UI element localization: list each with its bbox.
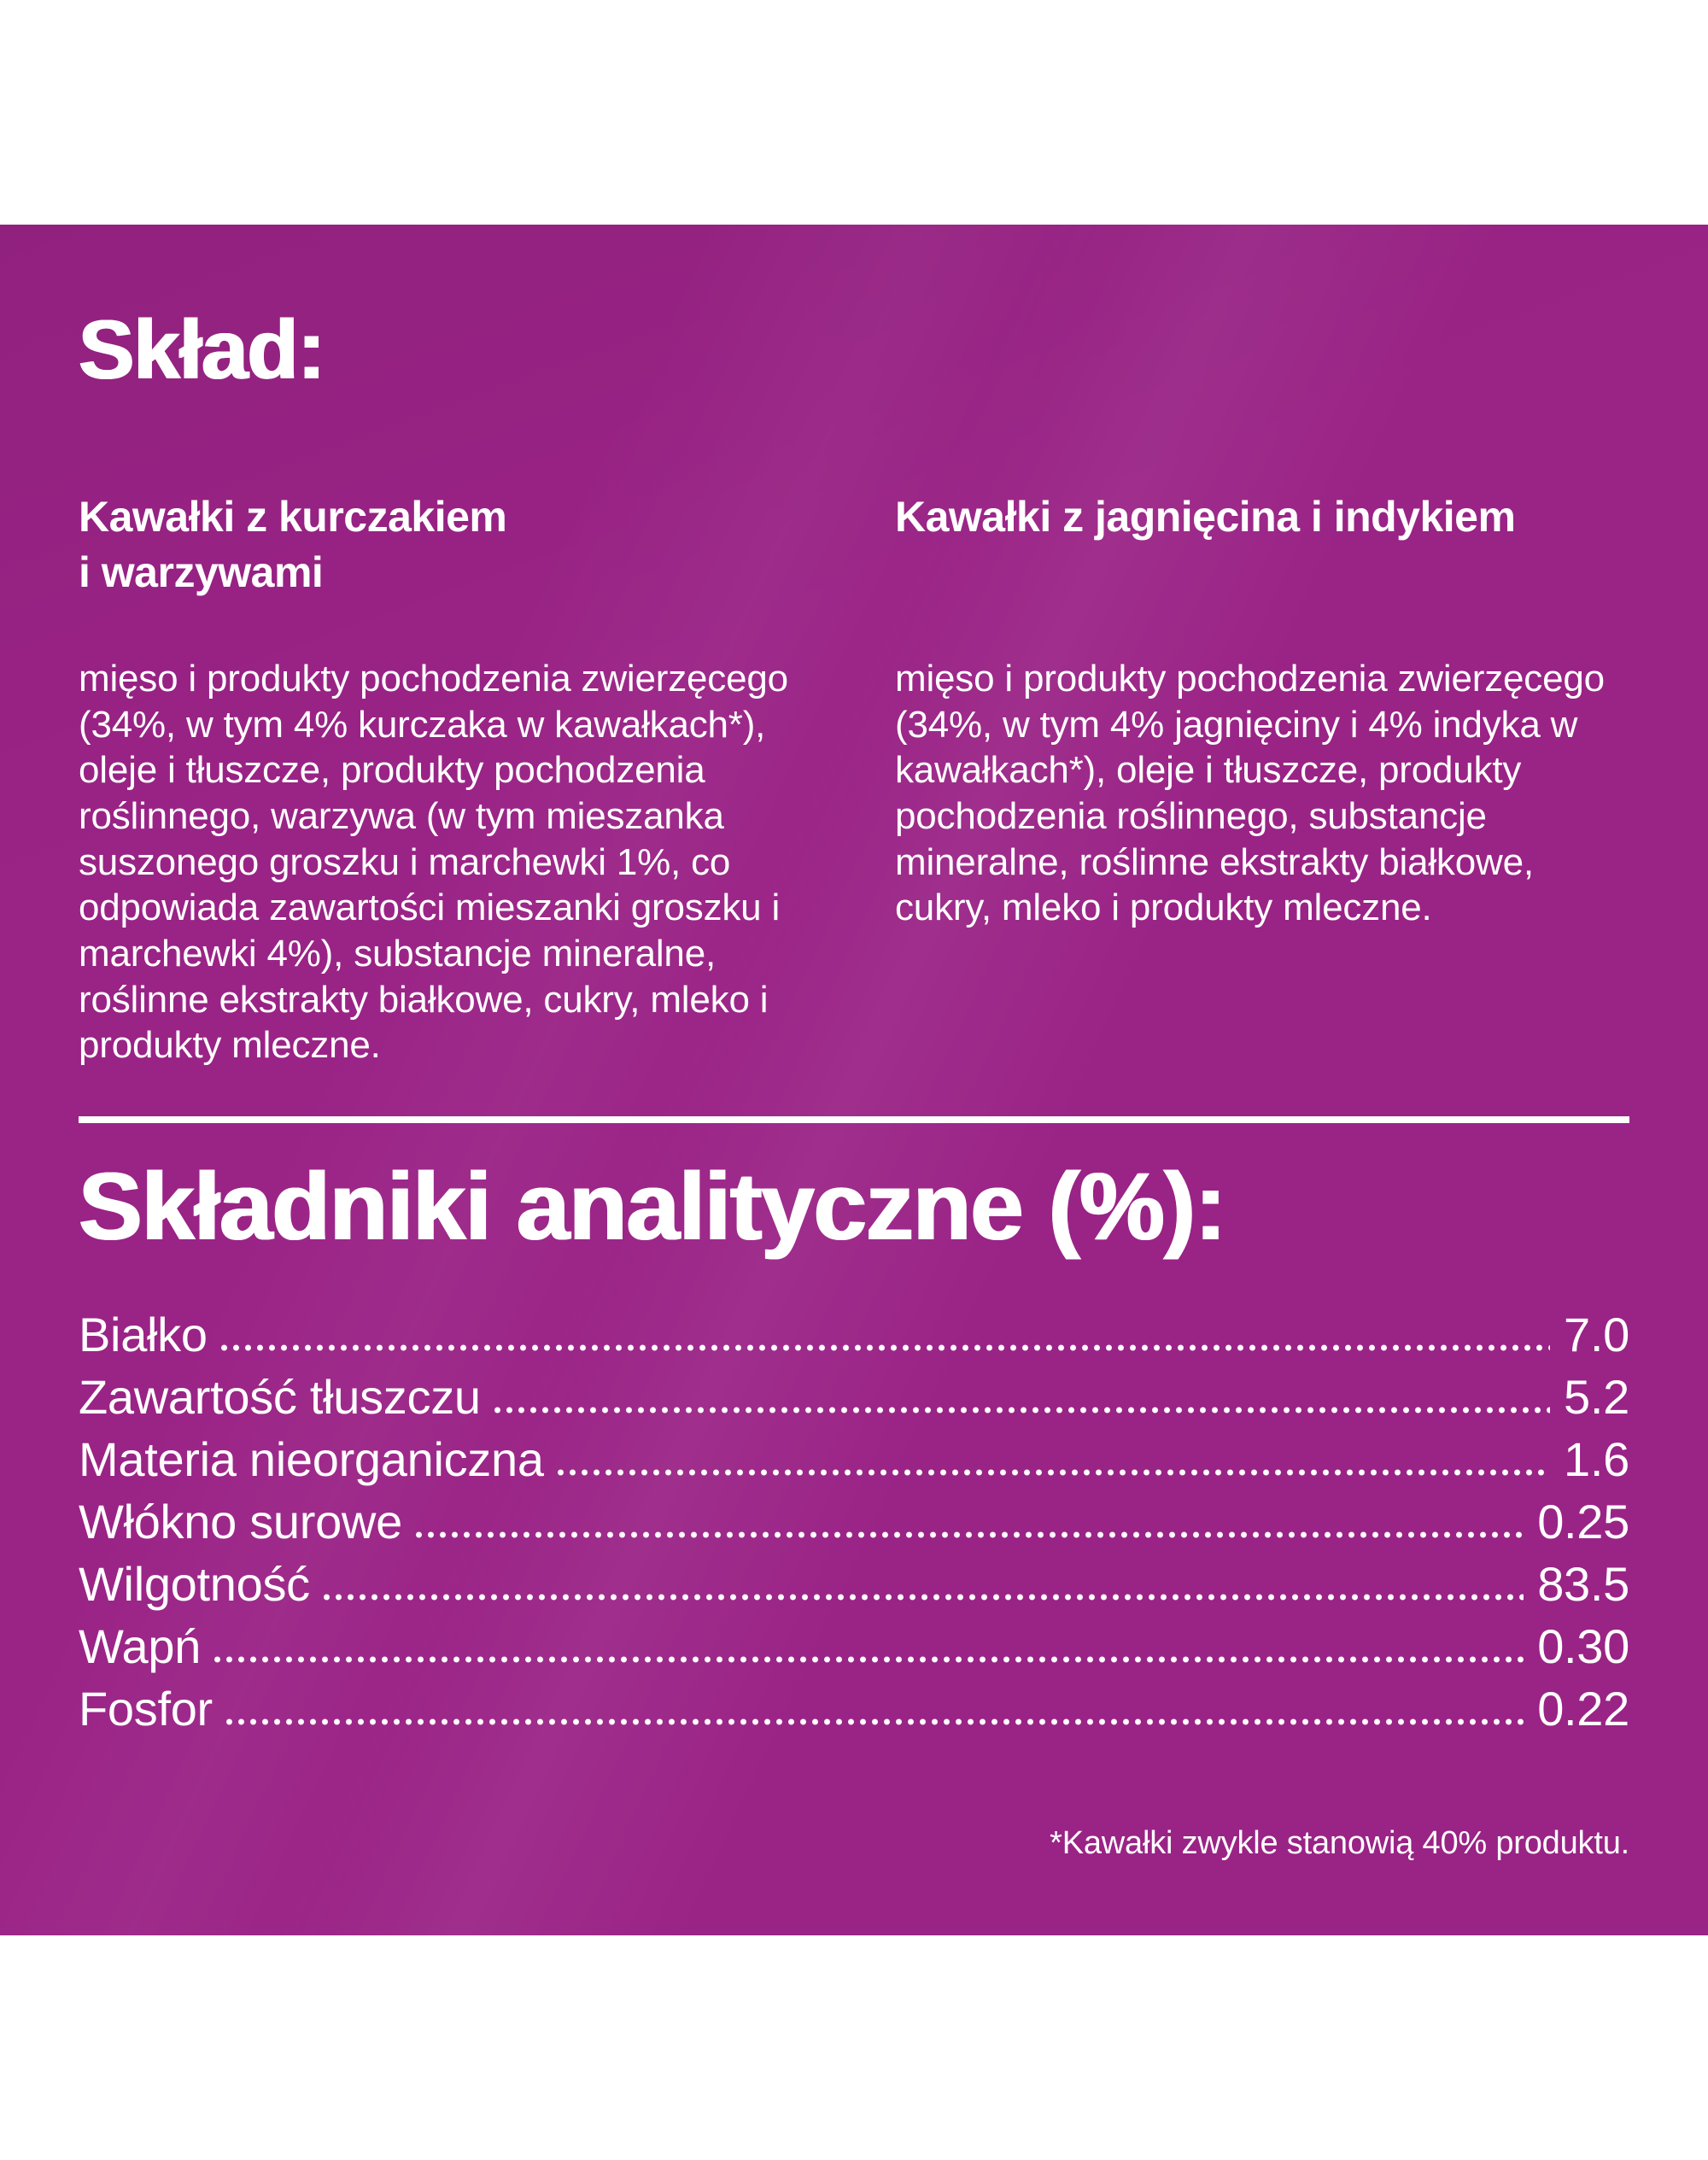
nutrient-label: Fosfor — [79, 1682, 213, 1736]
dot-leader — [226, 1718, 1524, 1725]
nutrient-value: 1.6 — [1564, 1432, 1629, 1487]
nutrient-value: 83.5 — [1537, 1557, 1629, 1612]
bottom-white-band — [0, 1935, 1708, 2160]
dot-leader — [221, 1344, 1550, 1351]
nutrient-row — [79, 1553, 1629, 1615]
nutrient-row — [79, 1615, 1629, 1677]
dot-leader — [214, 1656, 1524, 1663]
nutrient-row — [79, 1490, 1629, 1553]
nutrient-label: Materia nieorganiczna — [79, 1432, 544, 1487]
nutrient-value: 7.0 — [1564, 1308, 1629, 1362]
nutrient-row — [79, 1366, 1629, 1428]
analytical-rows — [79, 1303, 1629, 1740]
nutrient-value: 0.22 — [1537, 1682, 1629, 1736]
nutrient-label: Włókno surowe — [79, 1495, 402, 1549]
dot-leader — [494, 1407, 1550, 1414]
column-header-line1: Kawałki z jagnięcina i indykiem — [895, 492, 1516, 541]
nutrient-label: Wapń — [79, 1619, 202, 1674]
nutrient-row — [79, 1303, 1629, 1366]
column-header — [895, 489, 1629, 656]
ingredients-panel — [0, 225, 1708, 1935]
dot-leader — [416, 1531, 1524, 1538]
dot-leader — [558, 1469, 1550, 1476]
nutrient-value: 5.2 — [1564, 1370, 1629, 1425]
nutrient-row — [79, 1428, 1629, 1490]
nutrient-label: Zawartość tłuszczu — [79, 1370, 481, 1425]
column-header — [79, 489, 813, 656]
section-divider — [79, 1116, 1629, 1123]
column-lamb-turkey — [895, 489, 1629, 1068]
column-body: mięso i produkty pochodzenia zwierzęcego (34%, w tym 4% kurczaka w kawałkach*), oleje i tłuszcze, produkty pochodzenia roślinnego, warzywa (w tym mieszanka suszonego groszku i marchewki 1%, co odpowiada zawartości mieszanki groszku i marchewki 4%), substancje mineralne, roślinne ekstrakty białkowe, cukry, mleko i produkty mleczne. — [79, 657, 788, 1067]
dot-leader — [324, 1594, 1524, 1601]
ingredients-columns — [79, 489, 1629, 1068]
analytical-title: Składniki analityczne (%): — [79, 1152, 1226, 1260]
nutrient-row — [79, 1677, 1629, 1740]
column-header-line1: Kawałki z kurczakiem — [79, 492, 507, 541]
top-white-band — [0, 0, 1708, 225]
nutrient-label: Białko — [79, 1308, 208, 1362]
column-body: mięso i produkty pochodzenia zwierzęcego (34%, w tym 4% jagnięciny i 4% indyka w kawałkach*), oleje i tłuszcze, produkty pochodzenia roślinnego, substancje mineralne, roślinne ekstrakty białkowe, cukry, mleko i produkty mleczne. — [895, 657, 1605, 929]
nutrient-value: 0.25 — [1537, 1495, 1629, 1549]
nutrient-value: 0.30 — [1537, 1619, 1629, 1674]
column-chicken-vegetables — [79, 489, 813, 1068]
column-header-line2: i warzywami — [79, 547, 324, 596]
nutrient-label: Wilgotność — [79, 1557, 310, 1612]
chunks-footnote: *Kawałki zwykle stanowią 40% produktu. — [1050, 1825, 1629, 1862]
ingredients-title: Skład: — [79, 302, 325, 396]
